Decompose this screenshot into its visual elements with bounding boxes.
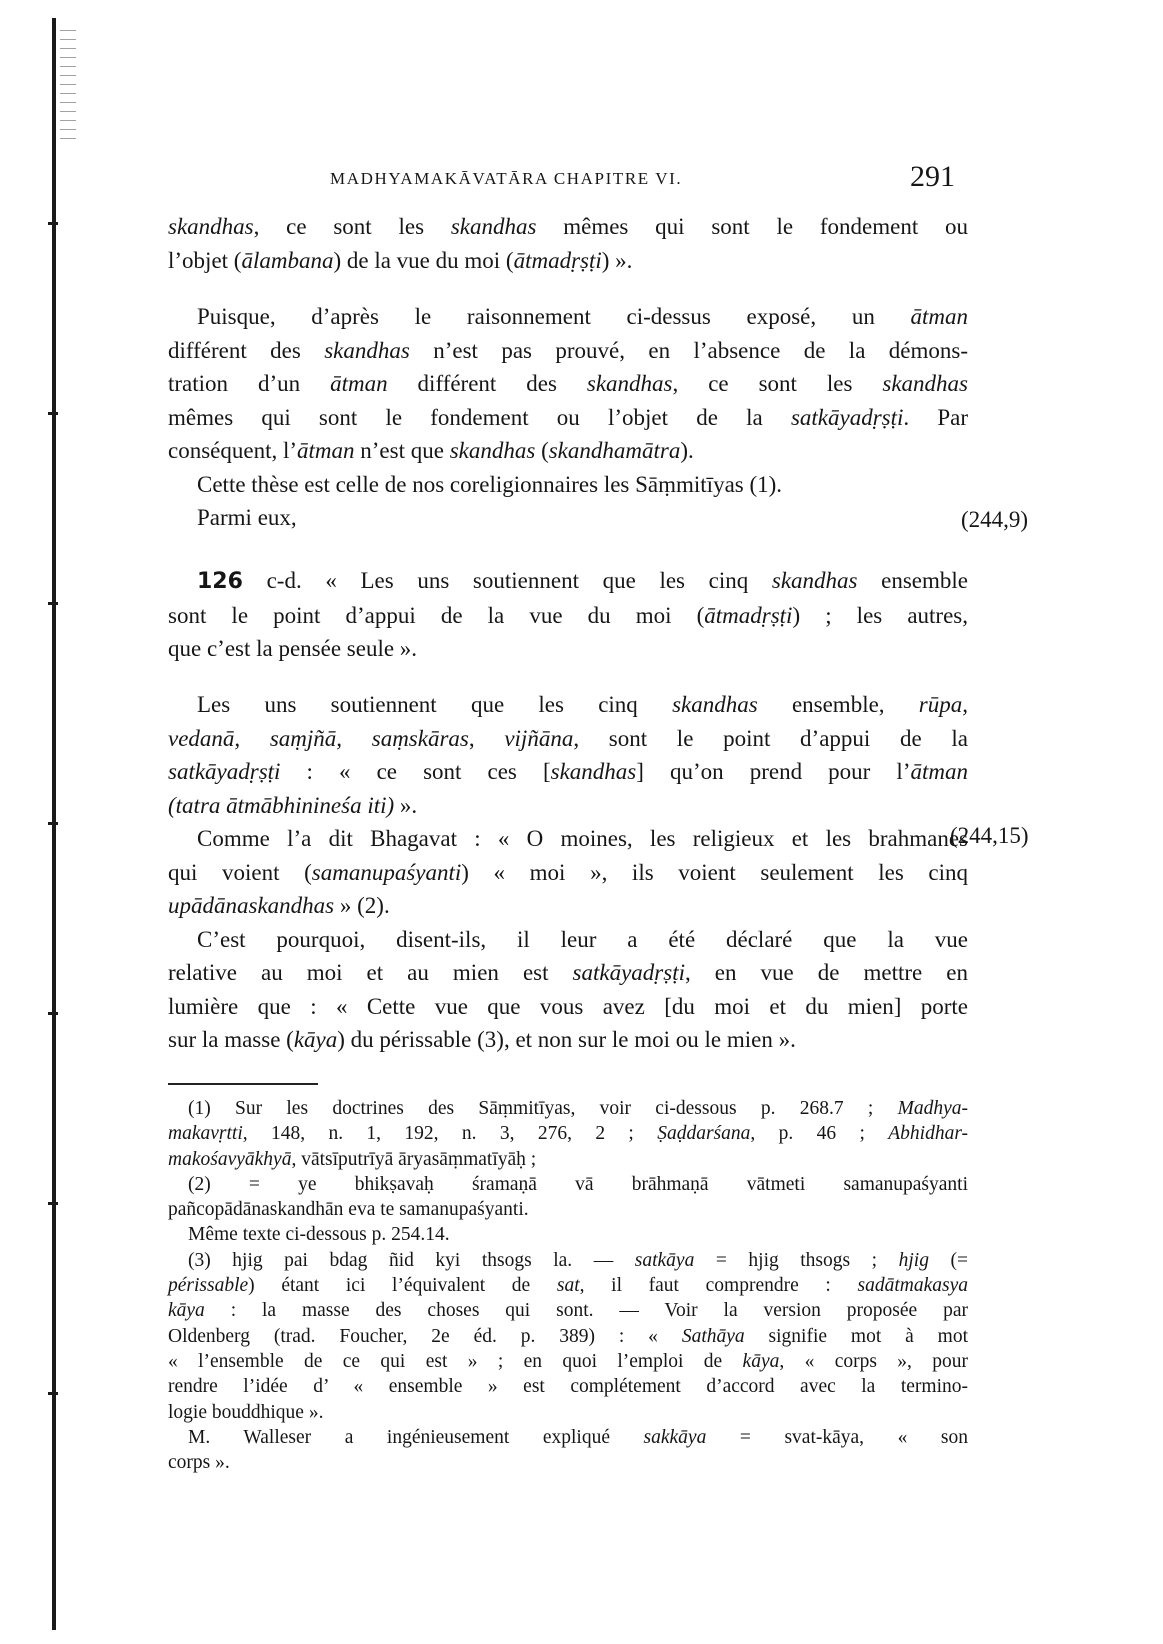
text-line: Les uns soutiennent que les cinq skandhas ensemble, rūpa, xyxy=(197,692,968,717)
text-line: C’est pourquoi, disent-ils, il leur a été déclaré que la vue xyxy=(197,926,968,952)
binding-mark xyxy=(48,602,58,605)
text-line: Puisque, d’après le raisonnement ci-dessus exposé, un ātman xyxy=(197,304,968,329)
text-line: mêmes qui sont le fondement ou l’objet de la satkāyadṛṣṭi. Par xyxy=(168,404,968,430)
text-line: qui voient (samanupaśyanti) « moi », ils voient seulement les cinq xyxy=(168,859,968,885)
text-line: Cette thèse est celle de nos coreligionnaires les Sāṃmitīyas (1). xyxy=(197,471,783,497)
text-line: skandhas, ce sont les skandhas mêmes qui sont le fondement ou xyxy=(168,214,968,239)
page-header xyxy=(0,160,1163,200)
text-line: l’objet (ālambana) de la vue du moi (ātmadṛṣṭi) ». xyxy=(168,247,633,273)
text-line: sur la masse (kāya) du périssable (3), et non sur le moi ou le mien ». xyxy=(168,1027,796,1052)
footnote-line: logie bouddhique ». xyxy=(168,1401,324,1423)
text-line: Comme l’a dit Bhagavat : « O moines, les religieux et les brahmanes xyxy=(197,826,968,851)
footnote-line: makośavyākhyā, vātsīputrīyā āryasāṃmatīyāḥ ; xyxy=(168,1148,537,1170)
binding-mark xyxy=(48,1202,58,1205)
paragraph xyxy=(168,300,968,535)
scan-specks xyxy=(60,30,76,140)
binding-mark xyxy=(48,822,58,825)
binding-mark xyxy=(48,222,58,225)
footnote-line: (3) hjig pai bdag ñid kyi thsogs la. — satkāya = hjig thsogs ; hjig (= xyxy=(188,1249,968,1271)
text-line: sont le point d’appui de la vue du moi (ātmadṛṣṭi) ; les autres, xyxy=(168,602,968,628)
text-line: 126 c-d. « Les uns soutiennent que les cinq skandhas ensemble xyxy=(197,568,968,594)
paragraph xyxy=(168,688,968,1057)
footnote-line: « l’ensemble de ce qui est » ; en quoi l’emploi de kāya, « corps », pour xyxy=(168,1350,969,1372)
binding-mark xyxy=(48,1012,58,1015)
text-line: satkāyadṛṣṭi : « ce sont ces [skandhas] qu’on prend pour l’ātman xyxy=(168,759,968,784)
text-line: différent des skandhas n’est pas prouvé, en l’absence de la démons- xyxy=(168,337,968,363)
text-line: Parmi eux, xyxy=(197,505,297,530)
footnote-rule xyxy=(168,1083,318,1085)
footnote-line: Oldenberg (trad. Foucher, 2e éd. p. 389) : « Sathāya signifie mot à mot xyxy=(168,1325,968,1347)
margin-reference: (244,15) xyxy=(950,823,1029,848)
binding-mark xyxy=(48,1392,58,1395)
footnote-line: corps ». xyxy=(168,1452,230,1474)
text-line: (tatra ātmābhinineśa iti) ». xyxy=(168,792,418,818)
footnote-line: M. Walleser a ingénieusement expliqué sakkāya = svat-kāya, « son xyxy=(188,1426,968,1448)
verse-number: 126 xyxy=(197,569,243,594)
binding-mark xyxy=(48,412,58,415)
paragraph-continuation xyxy=(168,210,968,277)
running-head: MADHYAMAKĀVATĀRA CHAPITRE VI. xyxy=(330,169,683,188)
footnote-line: kāya : la masse des choses qui sont. — Voir la version proposée par xyxy=(168,1300,968,1322)
text-line: que c’est la pensée seule ». xyxy=(168,636,418,661)
text-line: lumière que : « Cette vue que vous avez [du moi et du mien] porte xyxy=(168,993,968,1019)
text-line: tration d’un ātman différent des skandhas, ce sont les skandhas xyxy=(168,371,969,396)
text-line: vedanā, saṃjñā, saṃskāras, vijñāna, sont le point d’appui de la xyxy=(168,725,968,751)
footnote-line: pañcopādānaskandhān eva te samanupaśyanti. xyxy=(168,1199,529,1221)
verse xyxy=(168,564,968,666)
text-line: upādānaskandhas » (2). xyxy=(168,893,390,918)
page-number: 291 xyxy=(910,160,955,193)
footnote-line: Même texte ci-dessous p. 254.14. xyxy=(188,1224,450,1246)
footnote-line: (1) Sur les doctrines des Sāṃmitīyas, voir ci-dessous p. 268.7 ; Madhya- xyxy=(188,1098,968,1119)
text-line: relative au moi et au mien est satkāyadṛṣṭi, en vue de mettre en xyxy=(168,960,968,985)
footnote-line: makavṛtti, 148, n. 1, 192, n. 3, 276, 2 ; Ṣaḍdarśana, p. 46 ; Abhidhar- xyxy=(168,1123,969,1145)
margin-reference: (244,9) xyxy=(961,507,1029,532)
text-line: conséquent, l’ātman n’est que skandhas (skandhamātra). xyxy=(168,438,694,463)
footnotes xyxy=(168,1096,968,1475)
footnote-line: rendre l’idée d’ « ensemble » est complétement d’accord avec la termino- xyxy=(168,1376,968,1398)
footnote-line: périssable) étant ici l’équivalent de sat, il faut comprendre : sadātmakasya xyxy=(168,1275,968,1297)
footnote-line: (2) = ye bhikṣavaḥ śramaṇā vā brāhmaṇā vātmeti samanupaśyanti xyxy=(188,1173,968,1195)
